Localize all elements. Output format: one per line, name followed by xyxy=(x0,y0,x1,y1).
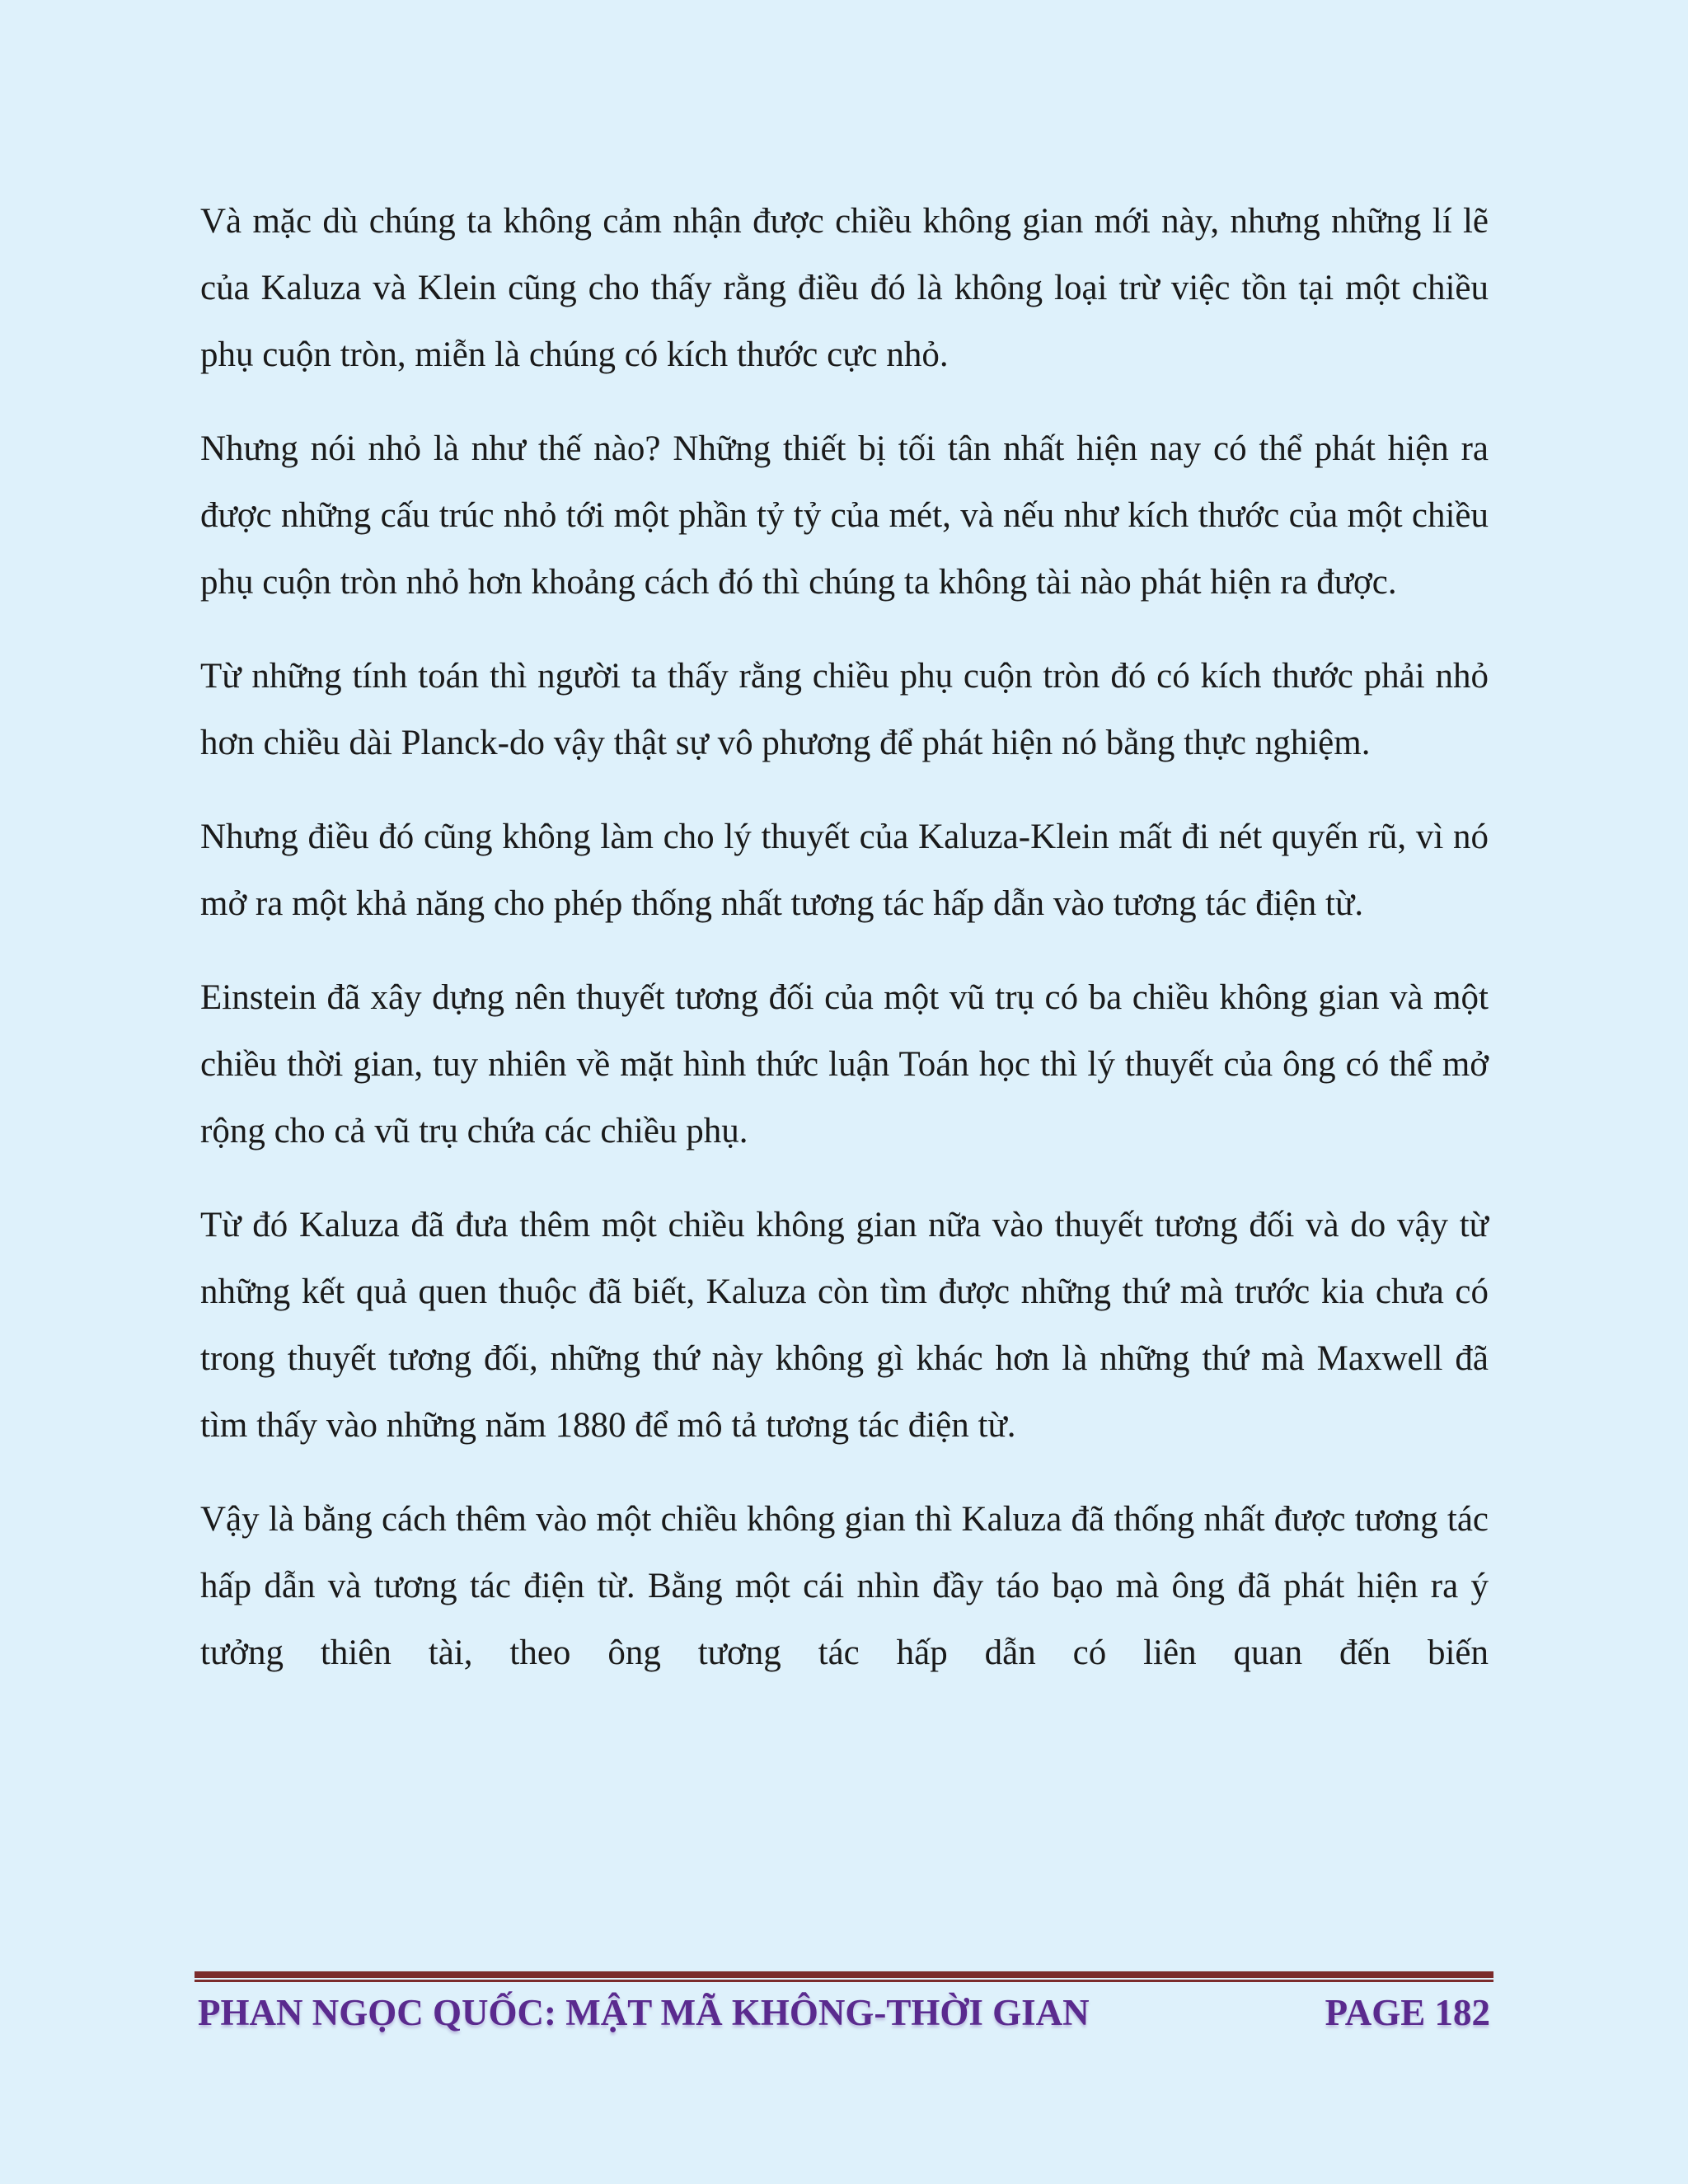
footer-divider-thick-line xyxy=(195,1971,1493,1978)
footer-divider-thin-line xyxy=(195,1980,1493,1982)
paragraph: Nhưng nói nhỏ là như thế nào? Những thiết bị tối tân nhất hiện nay có thể phát hiện ra được những cấu trúc nhỏ tới một phần tỷ tỷ của mét, và nếu như kích thước của một chiều phụ cuộn tròn nhỏ hơn khoảng cách đó thì chúng ta không tài nào phát hiện ra được. xyxy=(200,429,1489,602)
body-text xyxy=(200,188,1489,1686)
paragraph: Nhưng điều đó cũng không làm cho lý thuyết của Kaluza-Klein mất đi nét quyến rũ, vì nó mở ra một khả năng cho phép thống nhất tương tác hấp dẫn vào tương tác điện từ. xyxy=(200,818,1489,923)
paragraph: Từ đó Kaluza đã đưa thêm một chiều không gian nữa vào thuyết tương đối và do vậy từ những kết quả quen thuộc đã biết, Kaluza còn tìm được những thứ mà trước kia chưa có trong thuyết tương đối, những thứ này không gì khác hơn là những thứ mà Maxwell đã tìm thấy vào những năm 1880 để mô tả tương tác điện từ. xyxy=(200,1206,1489,1445)
page-footer xyxy=(198,1986,1490,2039)
paragraph: Từ những tính toán thì người ta thấy rằng chiều phụ cuộn tròn đó có kích thước phải nhỏ hơn chiều dài Planck-do vậy thật sự vô phương để phát hiện nó bằng thực nghiệm. xyxy=(200,657,1489,762)
paragraph: Và mặc dù chúng ta không cảm nhận được chiều không gian mới này, nhưng những lí lẽ của Kaluza và Klein cũng cho thấy rằng điều đó là không loại trừ việc tồn tại một chiều phụ cuộn tròn, miễn là chúng có kích thước cực nhỏ. xyxy=(200,202,1489,374)
footer-divider xyxy=(195,1971,1493,1983)
paragraph: Einstein đã xây dựng nên thuyết tương đối của một vũ trụ có ba chiều không gian và một chiều thời gian, tuy nhiên về mặt hình thức luận Toán học thì lý thuyết của ông có thể mở rộng cho cả vũ trụ chứa các chiều phụ. xyxy=(200,978,1489,1151)
footer-book-title: PHAN NGỌC QUỐC: MẬT MÃ KHÔNG-THỜI GIAN xyxy=(198,1992,1090,2033)
paragraph: Vậy là bằng cách thêm vào một chiều không gian thì Kaluza đã thống nhất được tương tác hấp dẫn và tương tác điện từ. Bằng một cái nhìn đầy táo bạo mà ông đã phát hiện ra ý tưởng thiên tài, theo ông tương tác hấp dẫn có liên quan đến biến xyxy=(200,1500,1489,1672)
footer-page-number: PAGE 182 xyxy=(1325,1992,1490,2033)
